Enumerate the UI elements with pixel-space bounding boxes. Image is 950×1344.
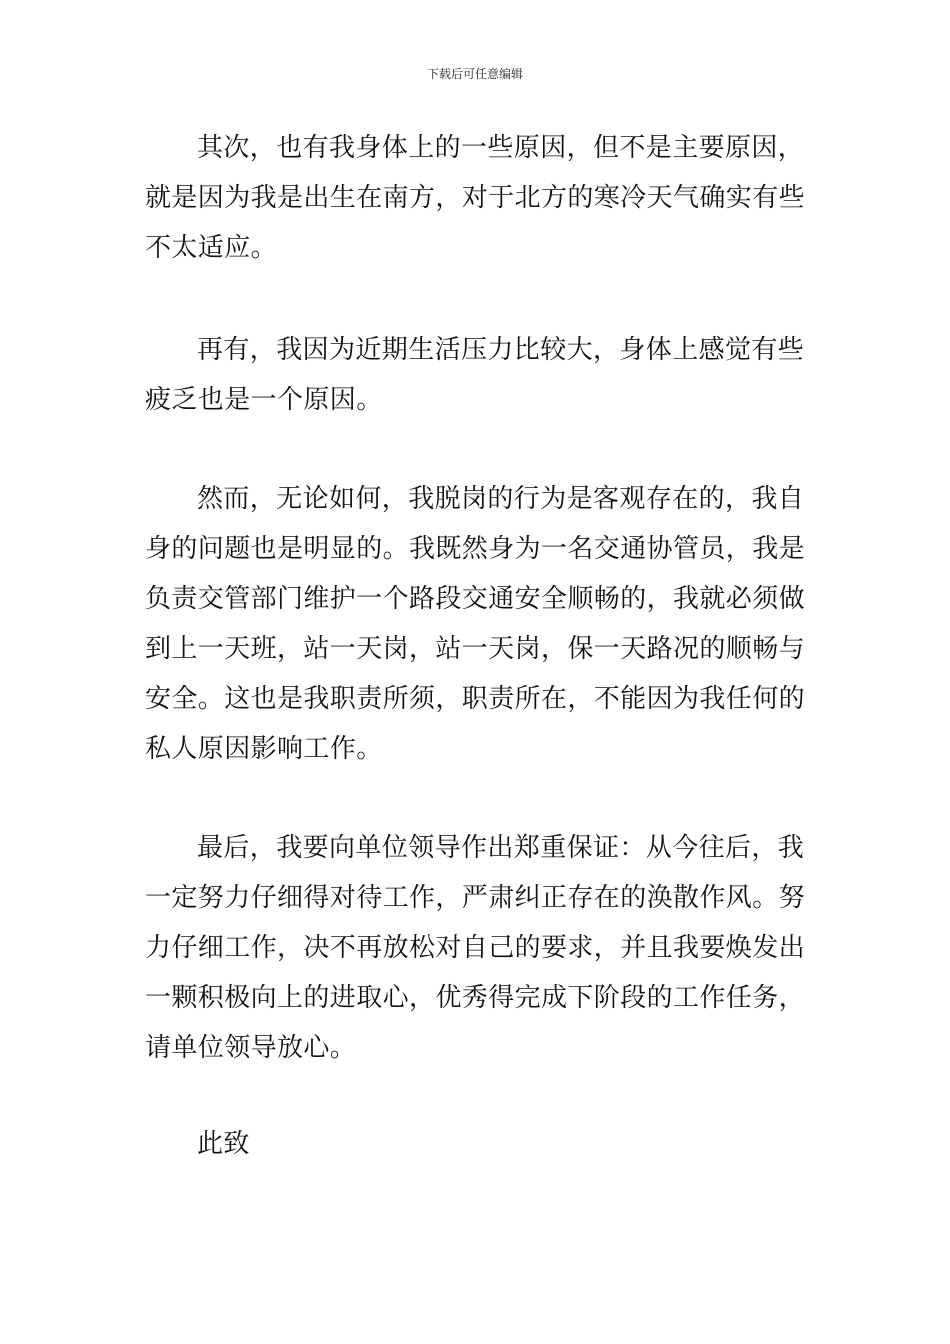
paragraph-health-reason: 其次，也有我身体上的一些原因，但不是主要原因，就是因为我是出生在南方，对于北方的寒冷天气确实有些不太适应。: [145, 133, 806, 263]
paragraph-responsibility: 然而，无论如何，我脱岗的行为是客观存在的，我自身的问题也是明显的。我既然身为一名交通协管员，我是负责交管部门维护一个路段交通安全顺畅的，我就必须做到上一天班，站一天岗，站一天岗，保一天路况的顺畅与安全。这也是我职责所须，职责所在，不能因为我任何的私人原因影响工作。: [145, 484, 806, 764]
paragraph-stress-reason: 再有，我因为近期生活压力比较大，身体上感觉有些疲乏也是一个原因。: [145, 335, 805, 415]
page-header: 下载后可任意编辑: [426, 67, 523, 81]
paragraph-guarantee: 最后，我要向单位领导作出郑重保证：从今往后，我一定努力仔细得对待工作，严肃纠正存在的涣散作风。努力仔细工作，决不再放松对自己的要求，并且我要焕发出一颗积极向上的进取心，优秀得完成下阶段的工作任务，请单位领导放心。: [145, 833, 806, 1063]
paragraph-closing: 此致: [197, 1129, 250, 1159]
